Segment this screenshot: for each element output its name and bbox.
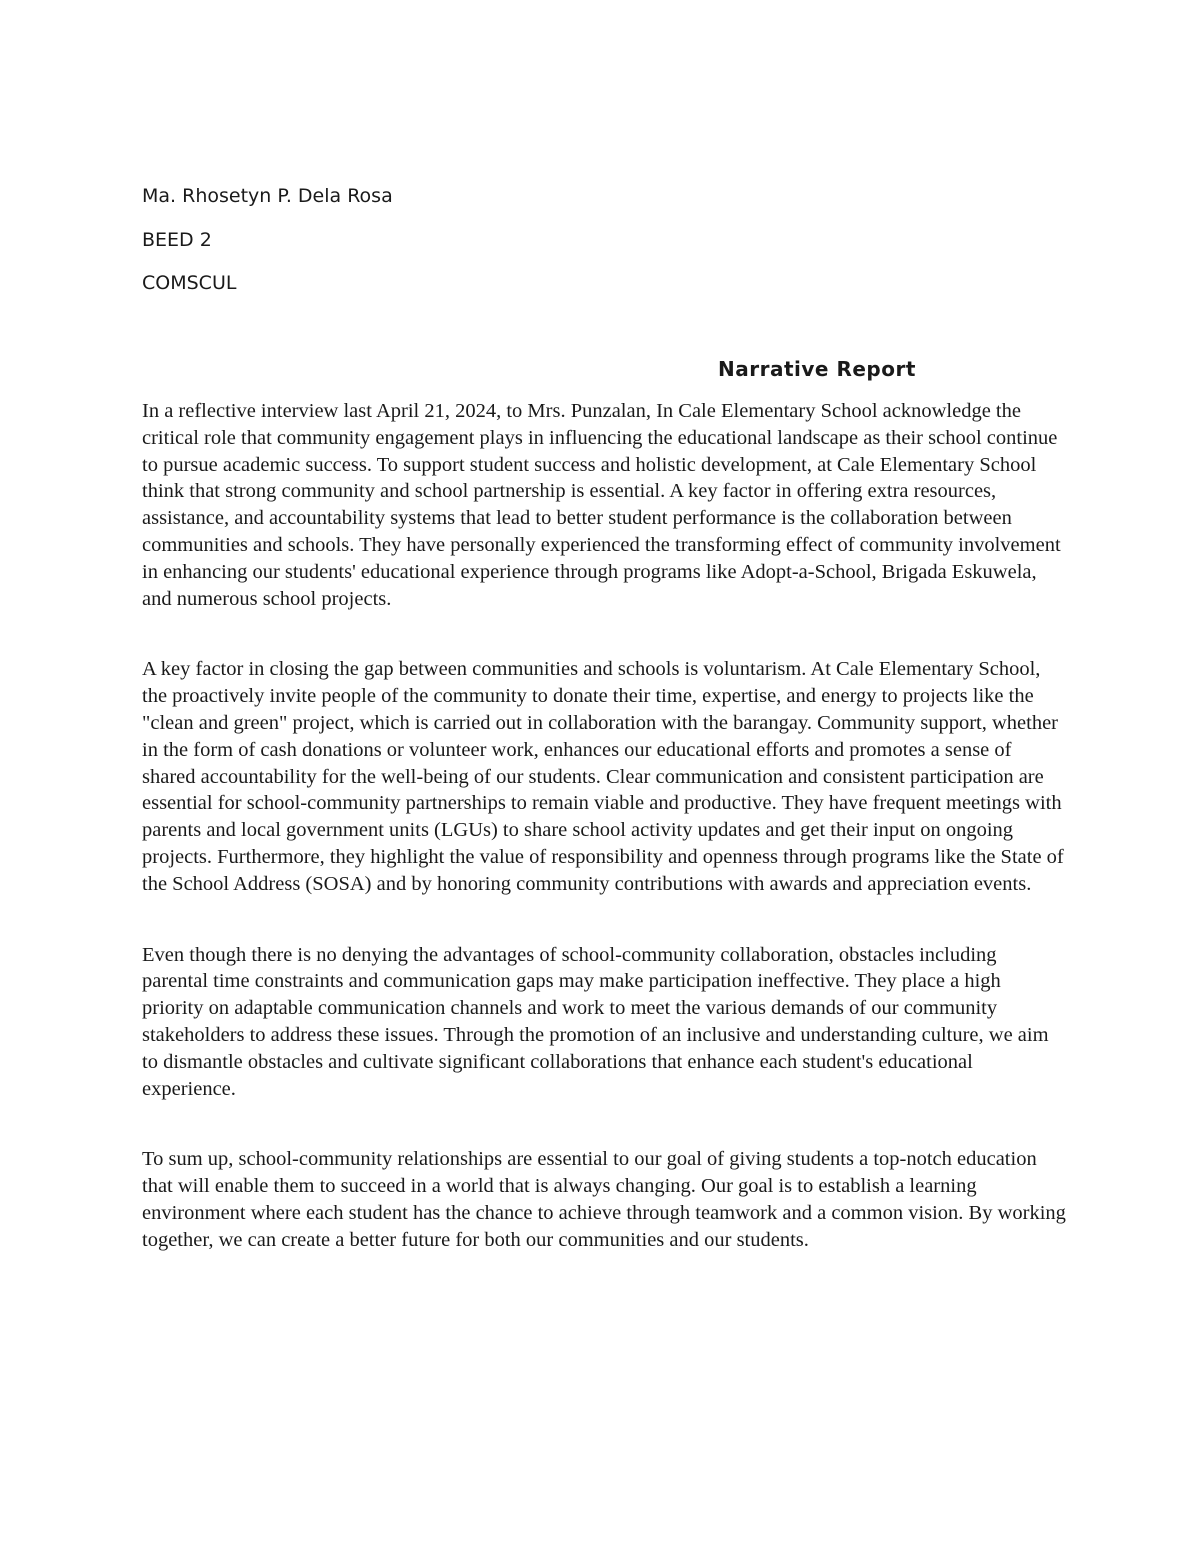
paragraph-4: To sum up, school-community relationships are essential to our goal of giving students a top-notch education that will enable them to succeed in a world that is always changing. Our goal is to establish a learning environment where each student has the chance to achieve through teamwork and a common vision. By working together, we can create a better future for both our communities and our students. — [142, 1148, 1066, 1251]
paragraph-3: Even though there is no denying the advantages of school-community collaboration, obstacles including parental time constraints and communication gaps may make participation ineffective. They place a high priority on adaptable communication channels and work to meet the various demands of our community stakeholders to address these issues. Through the promotion of an inclusive and understanding culture, we aim to dismantle obstacles and cultivate significant collaborations that enhance each student's educational experience. — [142, 943, 1049, 1100]
document-title: Narrative Report — [718, 357, 916, 381]
author-name: Ma. Rhosetyn P. Dela Rosa — [142, 185, 393, 207]
document-body — [142, 398, 1067, 1298]
course-label: BEED 2 — [142, 229, 212, 251]
paragraph-1: In a reflective interview last April 21, 2024, to Mrs. Punzalan, In Cale Elementary School acknowledge the critical role that community engagement plays in influencing the educational landscape as their school continue to pursue academic success. To support student success and holistic development, at Cale Elementary School think that strong community and school partnership is essential. A key factor in offering extra resources, assistance, and accountability systems that lead to better student performance is the collaboration between communities and schools. They have personally experienced the transforming effect of community involvement in enhancing our students' educational experience through programs like Adopt-a-School, Brigada Eskuwela, and numerous school projects. — [142, 400, 1061, 610]
subject-label: COMSCUL — [142, 272, 237, 294]
paragraph-2: A key factor in closing the gap between communities and schools is voluntarism. At Cale Elementary School, the proactively invite people of the community to donate their time, expertise, and energy to projects like the "clean and green" project, which is carried out in collaboration with the barangay. Community support, whether in the form of cash donations or volunteer work, enhances our educational efforts and promotes a sense of shared accountability for the well-being of our students. Clear communication and consistent participation are essential for school-community partnerships to remain viable and productive. They have frequent meetings with parents and local government units (LGUs) to share school activity updates and get their input on ongoing projects. Furthermore, they highlight the value of responsibility and openness through programs like the State of the School Address (SOSA) and by honoring community contributions with awards and appreciation events. — [142, 658, 1064, 895]
